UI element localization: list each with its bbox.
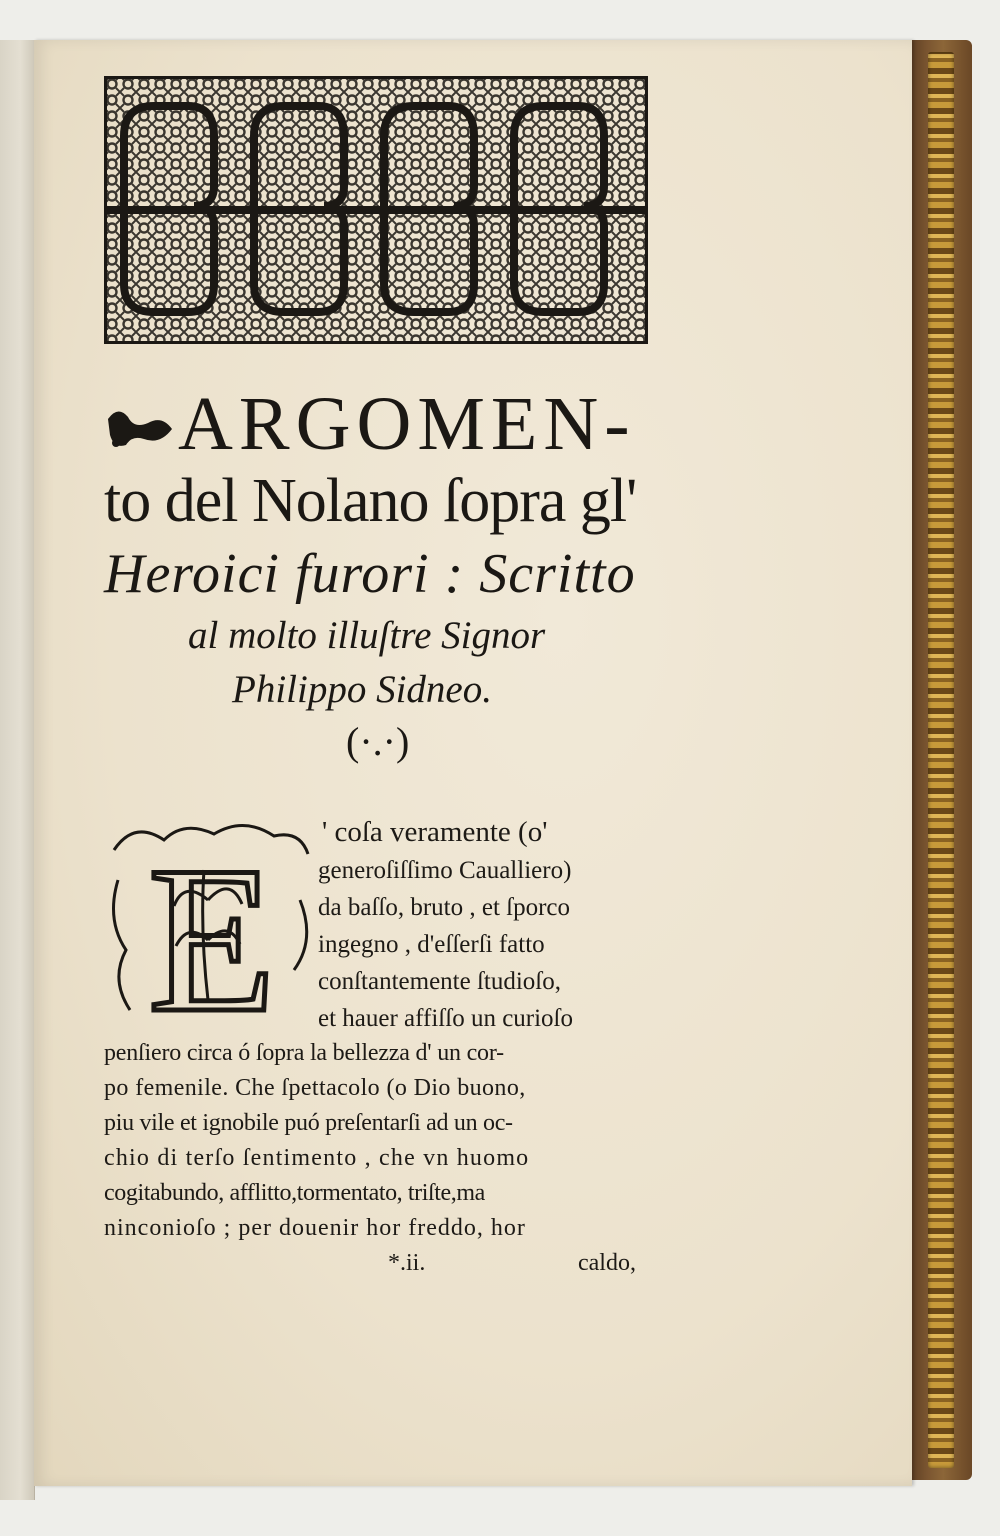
title-ornament-mark: (·.·) — [346, 719, 410, 764]
floral-headpiece-icon — [104, 76, 648, 344]
initial-letter: E — [147, 824, 277, 1030]
body-line-11: cogitabundo, afflitto,tormentato, triſte,ma — [104, 1180, 485, 1206]
title-line-3: Heroici furori : Scritto — [104, 543, 636, 605]
body-line-8: po femenile. Che ſpettacolo (o Dio buono, — [104, 1075, 526, 1101]
body-line-1: ' coſa veramente (o' — [322, 816, 548, 848]
body-line-6: et hauer affiſſo un curioſo — [318, 1005, 574, 1032]
body-line-7: penſiero circa ó ſopra la bellezza d' un cor- — [104, 1040, 504, 1066]
title-line-2: to del Nolano ſopra gl' — [104, 467, 637, 535]
body-line-10: chio di terſo ſentimento , che vn huomo — [104, 1145, 530, 1171]
title-text-1: ARGOMEN- — [178, 382, 636, 466]
decorated-initial-icon — [104, 810, 318, 1030]
body-line-4: ingegno , d'eſſerſi fatto — [318, 931, 545, 958]
body-line-9: piu vile et ignobile puó preſentarſi ad un oc- — [104, 1110, 513, 1136]
title-line-5: Philippo Sidneo. — [232, 668, 492, 711]
fleuron-icon — [104, 399, 176, 453]
catchword: caldo, — [578, 1250, 636, 1276]
previous-page-edge — [0, 40, 35, 1500]
body-line-5: conſtantemente ſtudioſo, — [318, 968, 561, 995]
gilt-page-edge — [928, 52, 954, 1468]
body-line-3: da baſſo, bruto , et ſporco — [318, 894, 571, 921]
title-line-4: al molto illuſtre Signor — [188, 614, 546, 657]
body-line-2: generoſiſſimo Caualliero) — [318, 857, 572, 884]
title-line-1 — [104, 382, 664, 466]
signature-mark: *.ii. — [388, 1250, 426, 1276]
body-line-12: ninconioſo ; per douenir hor freddo, hor — [104, 1215, 526, 1241]
